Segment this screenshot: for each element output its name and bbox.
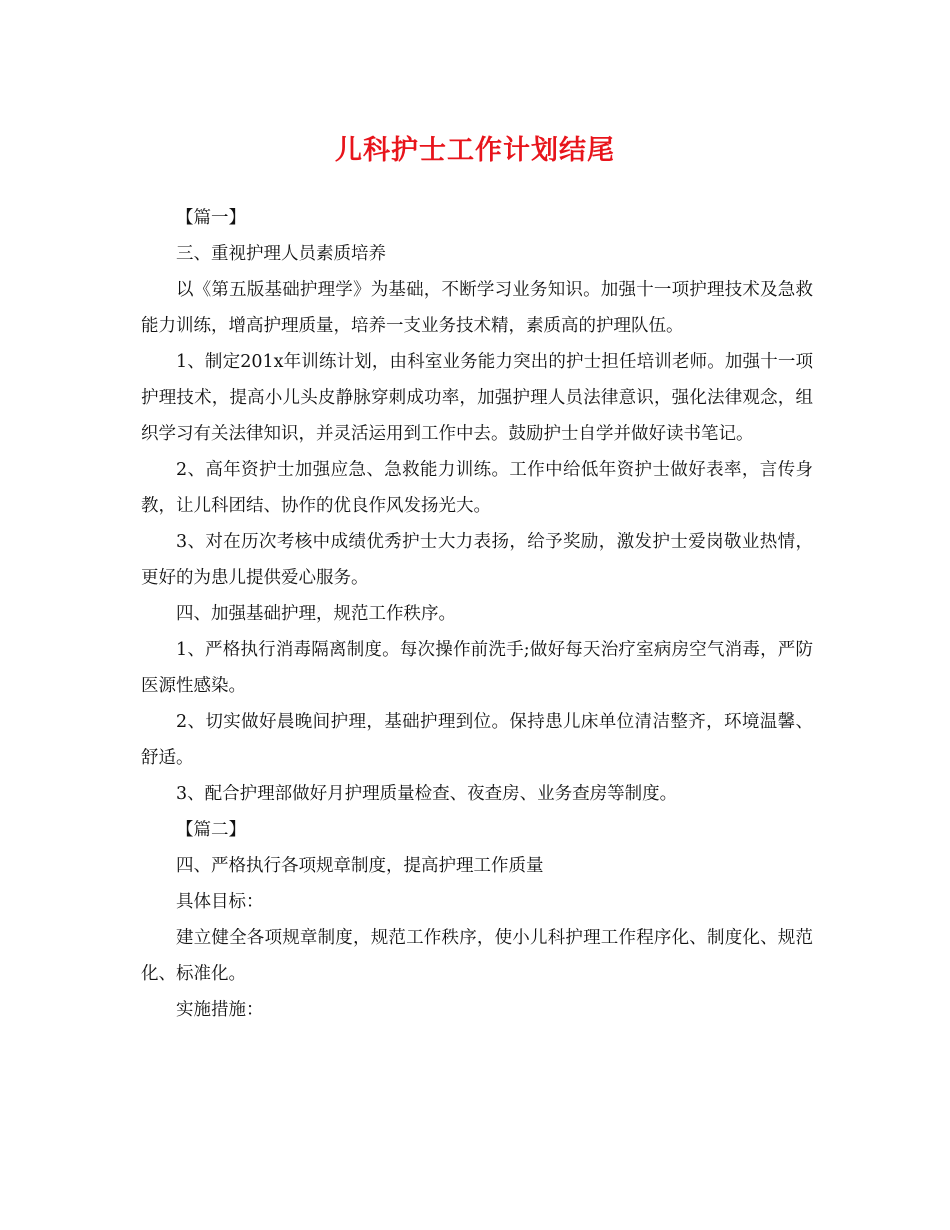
section-heading-part-2: 【篇二】 (176, 820, 246, 840)
section-heading-staff-quality: 三、重视护理人员素质培养 (176, 244, 386, 264)
section-heading-basic-care: 四、加强基础护理，规范工作秩序。 (176, 604, 456, 624)
paragraph-senior-nurses: 2、高年资护士加强应急、急救能力训练。工作中给低年资护士做好表率，言传身教，让儿科团结、协作的优良作风发扬光大。 (141, 460, 813, 516)
paragraph-goals: 建立健全各项规章制度，规范工作秩序，使小儿科护理工作程序化、制度化、规范化、标准化。 (141, 928, 813, 984)
paragraph-rewards: 3、对在历次考核中成绩优秀护士大力表扬，给予奖励，激发护士爱岗敬业热情，更好的为患儿提供爱心服务。 (141, 532, 813, 588)
paragraph-training-basis: 以《第五版基础护理学》为基础，不断学习业务知识。加强十一项护理技术及急救能力训练，增高护理质量，培养一支业务技术精，素质高的护理队伍。 (141, 280, 813, 336)
document-body (141, 200, 813, 1028)
label-specific-goals: 具体目标： (176, 892, 264, 912)
paragraph-quality-checks: 3、配合护理部做好月护理质量检查、夜查房、业务查房等制度。 (176, 784, 678, 804)
paragraph-daily-care: 2、切实做好晨晚间护理，基础护理到位。保持患儿床单位清洁整齐，环境温馨、舒适。 (141, 712, 813, 768)
paragraph-disinfection: 1、严格执行消毒隔离制度。每次操作前洗手;做好每天治疗室病房空气消毒，严防医源性感染。 (141, 640, 813, 696)
label-measures: 实施措施： (176, 1000, 264, 1020)
document-title: 儿科护士工作计划结尾 (335, 135, 615, 166)
section-heading-regulations: 四、严格执行各项规章制度，提高护理工作质量 (176, 856, 544, 876)
paragraph-training-plan: 1、制定201x年训练计划，由科室业务能力突出的护士担任培训老师。加强十一项护理技术，提高小儿头皮静脉穿刺成功率，加强护理人员法律意识，强化法律观念，组织学习有关法律知识，并灵活运用到工作中去。鼓励护士自学并做好读书笔记。 (141, 352, 813, 444)
section-heading-part-1: 【篇一】 (176, 208, 246, 228)
